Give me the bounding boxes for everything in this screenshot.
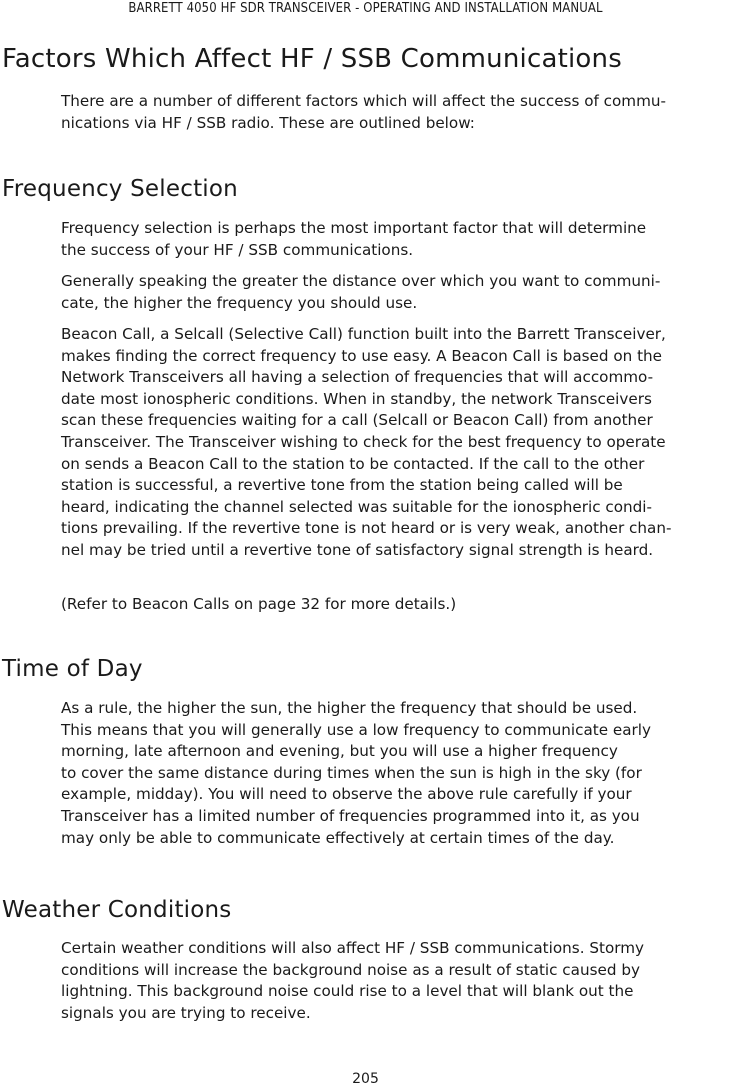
time-of-day-paragraph: As a rule, the higher the sun, the higher the frequency that should be used. This means that you will generally use a low frequency to communicate early morning, late afternoon and evening, but you will use a higher frequency to cover the same distance during times when the sun is high in the sky (for example, midday). You will need to observe the above rule carefully if your Transceiver has a limited number of frequencies programmed into it, as you may only be able to communicate effectively at certain times of the day. [61,699,652,847]
section-heading-time-of-day: Time of Day [2,656,143,682]
weather-paragraph: Certain weather conditions will also affect HF / SSB communications. Stormy conditions will increase the background noise as a result of static caused by lightning. This background noise could rise to a level that will blank out the signals you are trying to receive. [61,939,644,1022]
frequency-paragraph-3: Beacon Call, a Selcall (Selective Call) function built into the Barrett Transceiver, makes finding the correct frequency to use easy. A Beacon Call is based on the Network Transceivers all having a selection of frequencies that will accommo- date most ionospheric conditions. When in standby, the network Transceivers scan these frequencies waiting for a call (Selcall or Beacon Call) from another Transceiver. The Transceiver wishing to check for the best frequency to operate on sends a Beacon Call to the station to be contacted. If the call to the other station is successful, a revertive tone from the station being called will be heard, indicating the channel selected was suitable for the ionospheric condi- tions prevailing. If the revertive tone is not heard or is very weak, another chan- nel may be tried until a revertive tone of satisfactory signal strength is heard. [61,325,672,559]
intro-paragraph: There are a number of different factors which will affect the success of commu- nications via HF / SSB radio. These are outlined below: [61,92,667,132]
section-heading-frequency-selection: Frequency Selection [2,176,238,202]
page-title: Factors Which Affect HF / SSB Communications [2,44,622,74]
section-heading-weather-conditions: Weather Conditions [2,897,232,923]
frequency-paragraph-1: Frequency selection is perhaps the most important factor that will determine the success of your HF / SSB communications. [61,219,647,259]
page-number: 205 [352,1071,379,1087]
running-header: BARRETT 4050 HF SDR TRANSCEIVER - OPERATING AND INSTALLATION MANUAL [128,1,603,16]
frequency-paragraph-4: (Refer to Beacon Calls on page 32 for more details.) [61,595,457,613]
frequency-paragraph-2: Generally speaking the greater the distance over which you want to communi- cate, the higher the frequency you should use. [61,272,661,312]
